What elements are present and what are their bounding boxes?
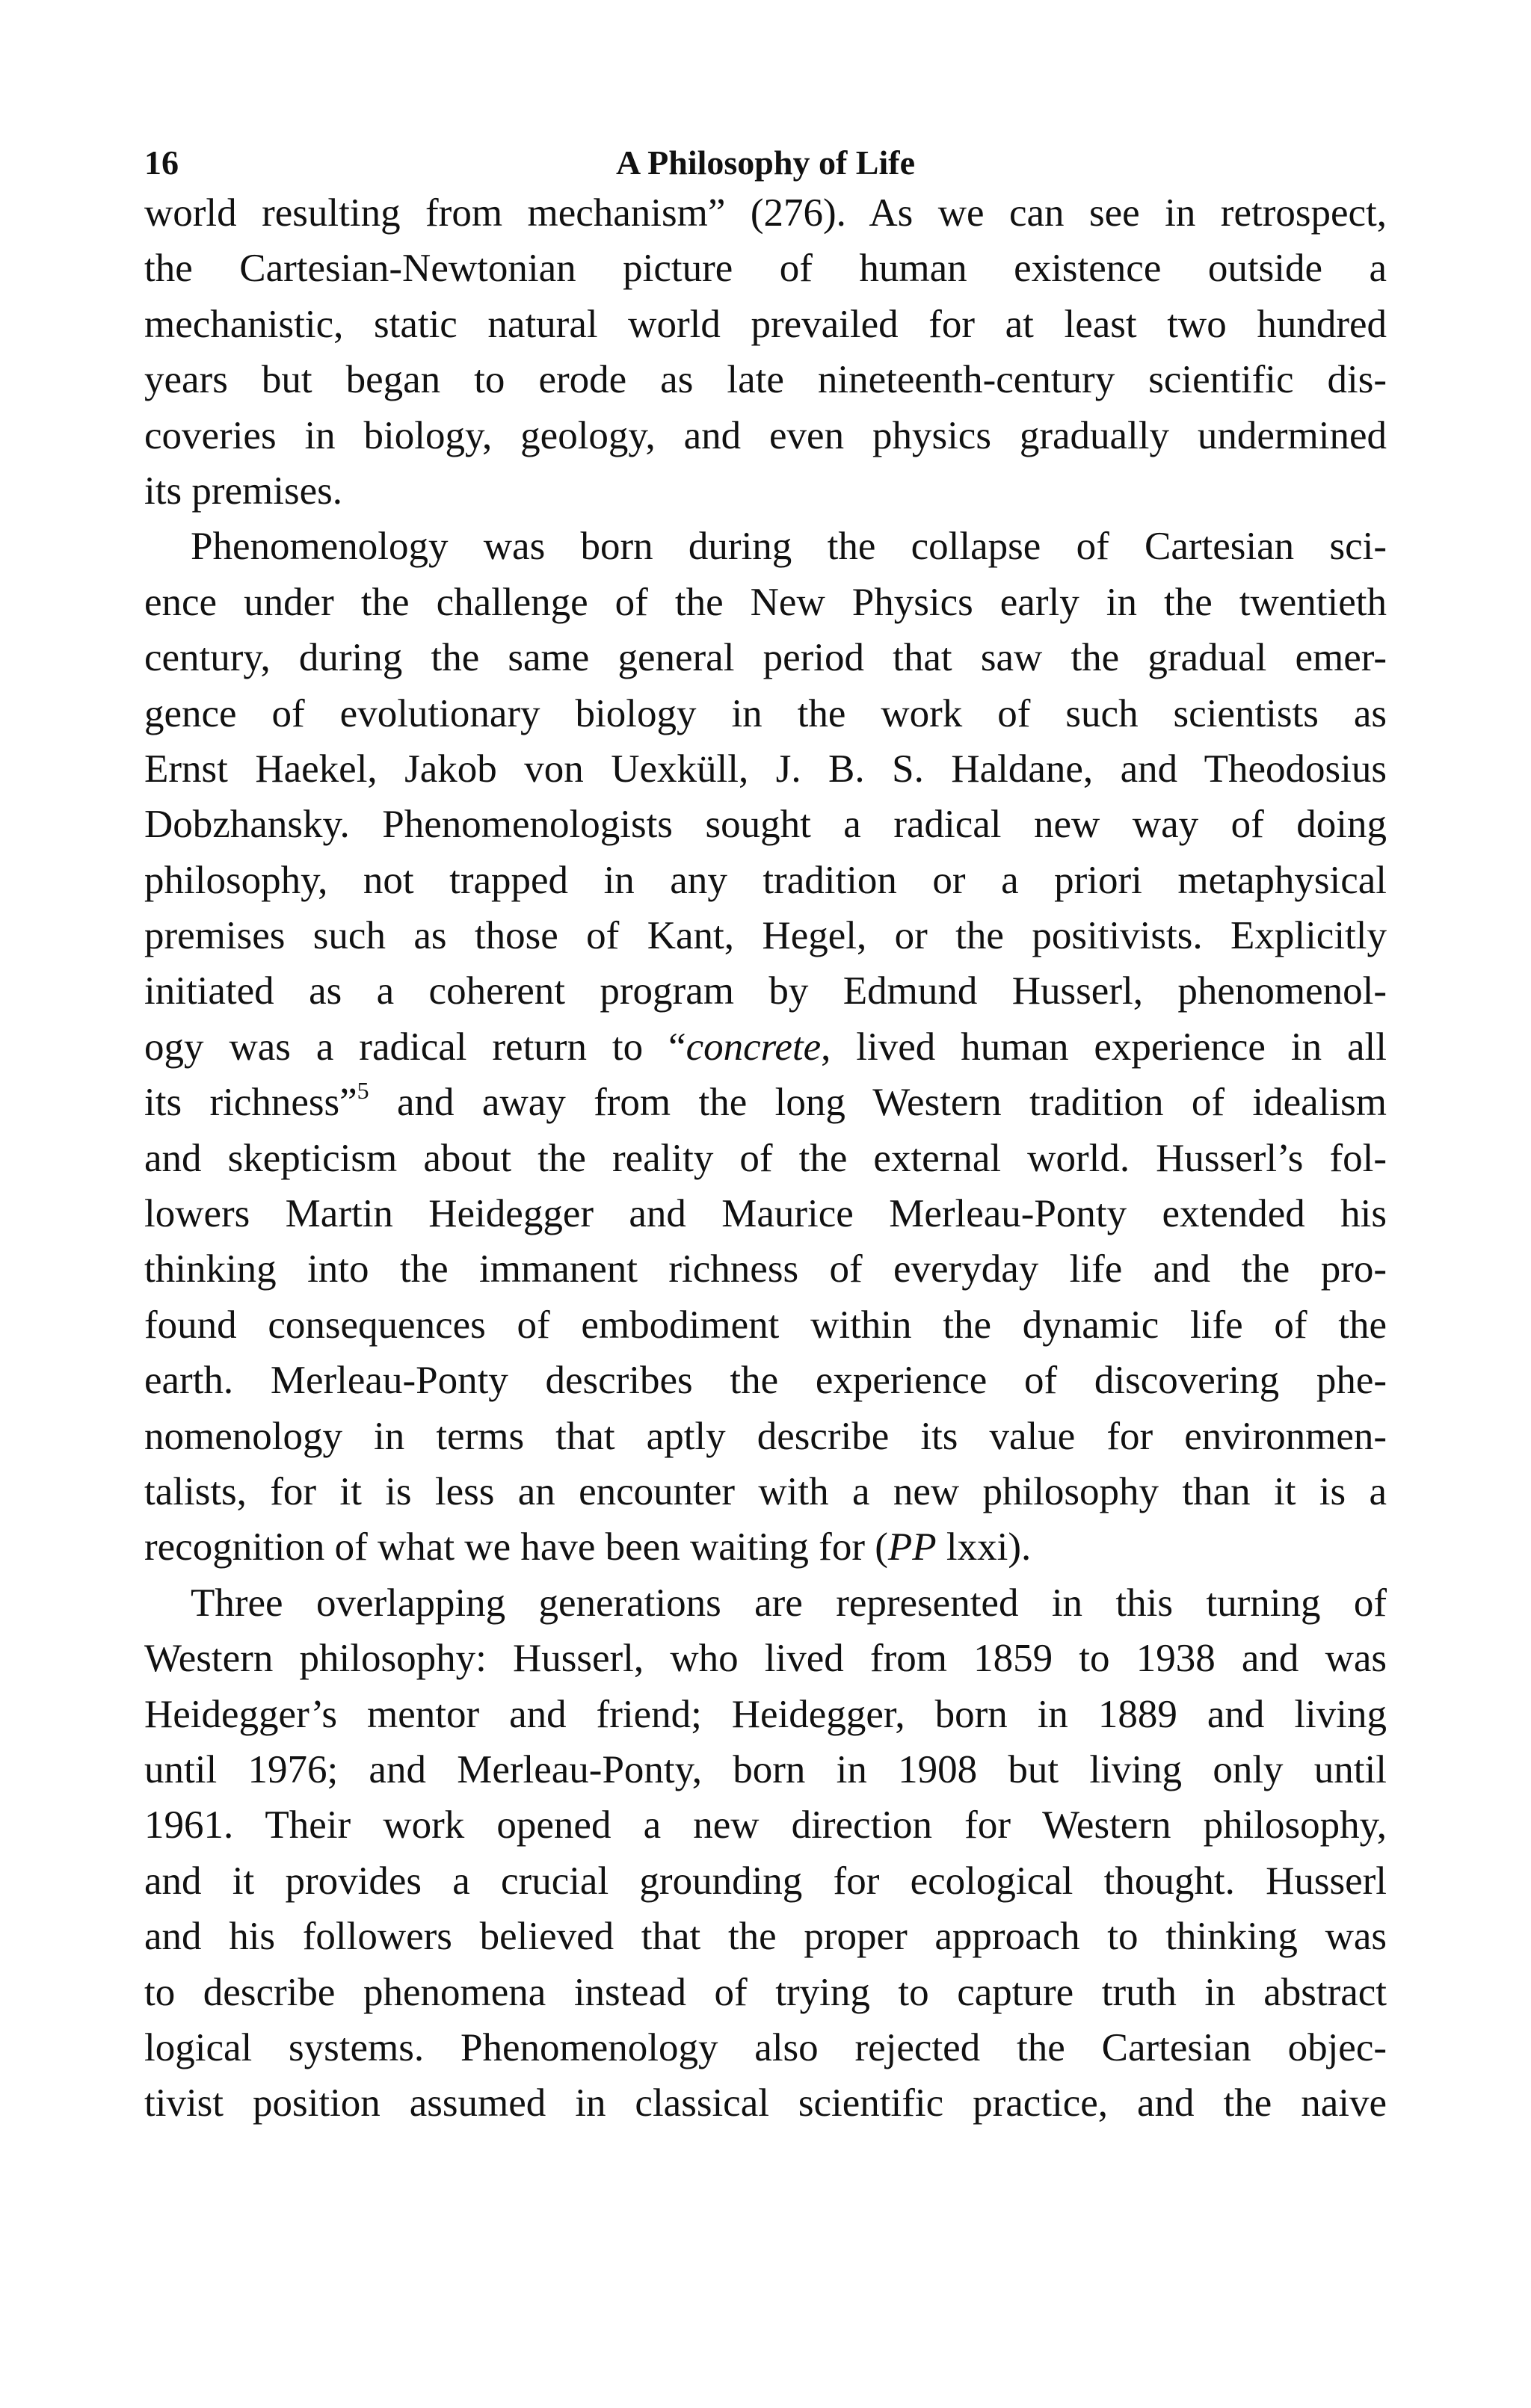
text-line: and his followers believed that the proper approach to thinking was <box>144 1915 1387 1959</box>
text-run: lxxi). <box>936 1525 1032 1569</box>
text-line: Ernst Haekel, Jakob von Uexküll, J. B. S. Haldane, and Theodosius <box>144 747 1387 791</box>
text-line: Phenomenology was born during the collapse of Cartesian sci- <box>191 525 1387 569</box>
text-line: Three overlapping generations are represented in this turning of <box>191 1581 1387 1625</box>
text-run: and away from the long Western tradition of idealism <box>369 1081 1387 1125</box>
text-line: mechanistic, static natural world prevailed for at least two hundred <box>144 302 1387 346</box>
text-line: to describe phenomena instead of trying to capture truth in abstract <box>144 1970 1387 2014</box>
text-line: initiated as a coherent program by Edmund Husserl, phenomenol- <box>144 969 1387 1013</box>
text-line <box>144 1075 1387 1130</box>
italic-abbreviation: PP <box>887 1525 937 1569</box>
text-line: thinking into the immanent richness of everyday life and the pro- <box>144 1247 1387 1291</box>
text-run: ogy was a radical return to “ <box>144 1025 686 1069</box>
page-header <box>144 141 1387 185</box>
text-line: its premises. <box>144 469 342 513</box>
text-line: lowers Martin Heidegger and Maurice Merleau-Ponty extended his <box>144 1192 1387 1236</box>
text-run: recognition of what we have been waiting for ( <box>144 1525 888 1569</box>
text-line: Dobzhansky. Phenomenologists sought a radical new way of doing <box>144 803 1387 847</box>
text-run: , lived human experience in all <box>821 1025 1387 1069</box>
text-line <box>144 1519 1387 1575</box>
text-line: philosophy, not trapped in any tradition or a priori metaphysical <box>144 858 1387 902</box>
text-line: tivist position assumed in classical scientific practice, and the naive <box>144 2081 1387 2125</box>
text-line: nomenology in terms that aptly describe its value for environmen- <box>144 1414 1387 1458</box>
text-line: Western philosophy: Husserl, who lived from 1859 to 1938 and was <box>144 1637 1387 1681</box>
book-page <box>144 141 1387 2131</box>
text-line: the Cartesian-Newtonian picture of human existence outside a <box>144 247 1387 291</box>
text-line: talists, for it is less an encounter with a new philosophy than it is a <box>144 1469 1387 1513</box>
running-title: A Philosophy of Life <box>615 143 915 182</box>
text-line: world resulting from mechanism” (276). As we can see in retrospect, <box>144 191 1387 235</box>
text-line: Heidegger’s mentor and friend; Heidegger, born in 1889 and living <box>144 1692 1387 1736</box>
text-line: until 1976; and Merleau-Ponty, born in 1908 but living only until <box>144 1747 1387 1791</box>
body-text <box>144 185 1387 2131</box>
text-line: century, during the same general period that saw the gradual emer- <box>144 636 1387 680</box>
footnote-ref: 5 <box>357 1077 369 1105</box>
italic-term: concrete <box>686 1025 822 1069</box>
text-line: coveries in biology, geology, and even physics gradually undermined <box>144 413 1387 457</box>
text-line: premises such as those of Kant, Hegel, or the positivists. Explicitly <box>144 914 1387 958</box>
text-line: years but began to erode as late nineteenth-century scientific dis- <box>144 358 1387 402</box>
text-line <box>144 1019 1387 1075</box>
text-line: and skepticism about the reality of the external world. Husserl’s fol- <box>144 1136 1387 1180</box>
text-line: ence under the challenge of the New Physics early in the twentieth <box>144 580 1387 624</box>
text-line: earth. Merleau-Ponty describes the experience of discovering phe- <box>144 1359 1387 1403</box>
text-line: 1961. Their work opened a new direction for Western philosophy, <box>144 1803 1387 1847</box>
text-line: found consequences of embodiment within the dynamic life of the <box>144 1303 1387 1347</box>
text-line: gence of evolutionary biology in the work of such scientists as <box>144 691 1387 735</box>
page-number: 16 <box>144 143 179 182</box>
text-run: its richness” <box>144 1081 357 1125</box>
text-line: and it provides a crucial grounding for ecological thought. Husserl <box>144 1859 1387 1903</box>
text-line: logical systems. Phenomenology also rejected the Cartesian objec- <box>144 2025 1387 2069</box>
